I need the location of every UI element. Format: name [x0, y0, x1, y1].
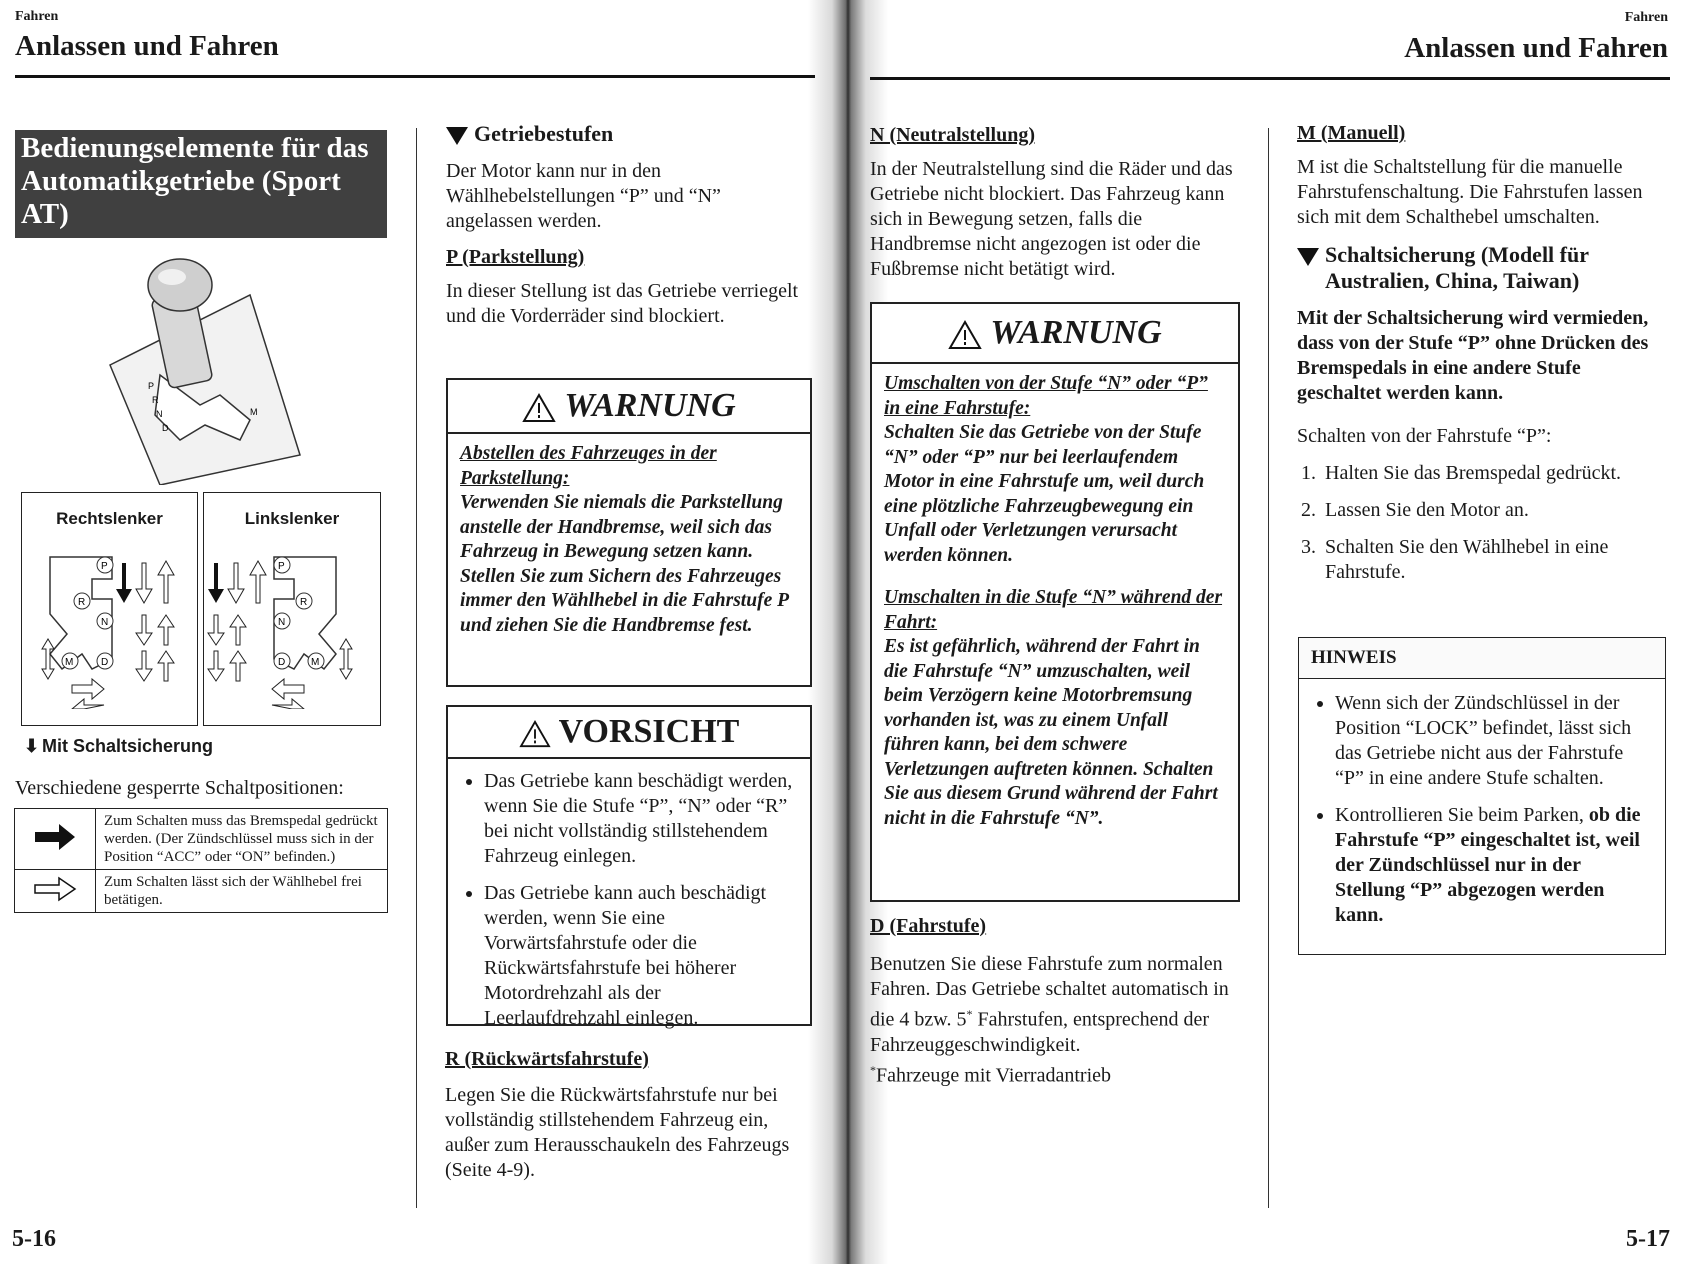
- outline-arrow-icon: [15, 870, 96, 913]
- schaltsicherung-bold-text: Mit der Schaltsicherung wird vermieden, dass von der Stufe “P” ohne Drücken des Bremspedals in eine andere Stufe geschaltet werden kann.: [1297, 307, 1649, 404]
- d-text-part2: Fahrstufen, entsprechend der Fahrzeuggeschwindigkeit.: [870, 1008, 1210, 1056]
- d-fahrstufe-title: D (Fahrstufe): [870, 915, 987, 937]
- right-page-title: Anlassen und Fahren: [1404, 32, 1668, 64]
- rechtslenker-panel: [21, 492, 198, 726]
- triangle-bullet-icon: [446, 127, 468, 145]
- left-page-number: 5-16: [12, 1226, 56, 1252]
- warning-title: [448, 380, 810, 434]
- p-parkstellung-title: P (Parkstellung): [446, 246, 585, 268]
- warning-subtitle-2: Umschalten in die Stufe “N” während der Fahrt:: [884, 587, 1223, 633]
- n-neutral-text: In der Neutralstellung sind die Räder und das Getriebe nicht blockiert. Das Fahrzeug kann sich in Bewegung setzen, falls die Handbremse nicht angezogen ist oder die Fußbremse nicht betätigt wird.: [870, 158, 1233, 280]
- footnote-text: Fahrzeuge mit Vierradantrieb: [876, 1064, 1111, 1087]
- caution-title: [448, 707, 810, 759]
- svg-text:N: N: [156, 409, 163, 419]
- list-item: 2. Lassen Sie den Motor an.: [1321, 498, 1669, 523]
- svg-text:D: D: [278, 657, 286, 668]
- n-neutral-title: N (Neutralstellung): [870, 124, 1035, 146]
- note-box: [1298, 637, 1666, 955]
- triangle-bullet-icon: [1297, 248, 1319, 266]
- warning-subtitle-1: Umschalten von der Stufe “N” oder “P” in eine Fahrstufe:: [884, 373, 1208, 419]
- footnote: [870, 1058, 1240, 1089]
- right-section-label: Fahren: [1624, 10, 1668, 25]
- right-header-rule: [870, 77, 1670, 80]
- steps-intro: Schalten von der Fahrstufe “P”:: [1297, 425, 1552, 447]
- diagram-legend-text: Mit Schaltsicherung: [42, 736, 214, 756]
- left-section-label: Fahren: [15, 9, 59, 24]
- left-header-rule: [15, 75, 815, 78]
- rechtslenker-gate-diagram: [22, 529, 196, 709]
- warning-triangle-icon: [522, 393, 556, 423]
- r-rueckwaerts-title: R (Rückwärtsfahrstufe): [445, 1048, 649, 1070]
- d-footnote-marker: *: [966, 1007, 973, 1021]
- note-title: HINWEIS: [1299, 638, 1665, 679]
- p-parkstellung-text: In dieser Stellung ist das Getriebe verriegelt und die Vorderräder sind blockiert.: [446, 280, 799, 327]
- warning-title-text: WARNUNG: [564, 387, 736, 424]
- linkslenker-panel: [203, 492, 381, 726]
- left-page-title: Anlassen und Fahren: [15, 30, 279, 62]
- diagram-legend: [24, 736, 213, 757]
- left-column-divider: [416, 128, 417, 1208]
- locked-table-text: Zum Schalten muss das Bremspedal gedrückt werden. (Der Zündschlüssel muss sich in der Position “ACC” oder “ON” befinden.): [96, 809, 388, 870]
- table-row: [15, 809, 388, 870]
- d-fahrstufe-text: [870, 952, 1240, 1058]
- free-table-text: Zum Schalten lässt sich der Wählhebel frei betätigen.: [96, 870, 388, 913]
- r-rueckwaerts-text: Legen Sie die Rückwärtsfahrstufe nur bei vollständig stillstehendem Fahrzeug ein, außer zum Herausschaukeln des Fahrzeugs (Seite 4-9).: [445, 1084, 790, 1181]
- locked-positions-intro: Verschiedene gesperrte Schaltpositionen:: [15, 777, 344, 799]
- m-manuell-text: M ist die Schaltstellung für die manuelle Fahrstufenschaltung. Die Fahrstufen lassen sich mit dem Schalthebel umschalten.: [1297, 156, 1643, 228]
- list-item: • Das Getriebe kann beschädigt werden, wenn Sie die Stufe “P”, “N” oder “R” bei nicht vollständig stillstehendem Fahrzeug einlegen.: [484, 769, 800, 869]
- list-item: [1335, 803, 1655, 928]
- getriebestufen-heading: [446, 121, 806, 147]
- right-page-number: 5-17: [1626, 1226, 1670, 1252]
- warning-box-shifting: [870, 302, 1240, 902]
- rechtslenker-label: Rechtslenker: [56, 509, 163, 528]
- svg-text:R: R: [152, 395, 159, 405]
- warning-text-1: Schalten Sie das Getriebe von der Stufe “N” oder “P” nur bei leerlaufendem Motor in eine Fahrstufe um, weil durch eine plötzliche Fahrzeugbewegung ein Unfall oder Verletzungen verursacht werden können.: [884, 422, 1205, 566]
- warning-text: Verwenden Sie niemals die Parkstellung anstelle der Handbremse, weil sich das Fahrzeug in Bewegung setzen kann. Stellen Sie zum Sichern des Fahrzeuges immer den Wählhebel in die Fahrstufe P und ziehen Sie die Handbremse fest.: [460, 492, 789, 636]
- schaltsicherung-heading-text: Schaltsicherung (Modell für Australien, China, Taiwan): [1325, 242, 1589, 293]
- list-item: 3. Schalten Sie den Wählhebel in eine Fahrstufe.: [1321, 535, 1669, 585]
- linkslenker-gate-diagram: [204, 529, 379, 709]
- right-column-divider: [1268, 128, 1269, 1208]
- svg-text:M: M: [311, 657, 320, 668]
- chapter-title-box: Bedienungselemente für das Automatikgetriebe (Sport AT): [15, 130, 387, 238]
- svg-text:N: N: [101, 617, 109, 628]
- warning-title-text: WARNUNG: [990, 314, 1162, 351]
- caution-title-text: VORSICHT: [558, 713, 740, 750]
- steps-list: [1297, 461, 1669, 585]
- note-item2-bold: ob die Fahrstufe “P” eingeschaltet ist, weil der Zündschlüssel nur in der Stellung “P” abgezogen werden kann.: [1335, 804, 1641, 926]
- filled-arrow-icon: [15, 809, 96, 870]
- list-item: 1. Halten Sie das Bremspedal gedrückt.: [1321, 461, 1669, 486]
- svg-text:N: N: [278, 617, 286, 628]
- svg-text:M: M: [250, 407, 258, 417]
- getriebestufen-heading-text: Getriebestufen: [474, 121, 614, 146]
- warning-box-parking: [446, 378, 812, 687]
- svg-text:D: D: [101, 657, 109, 668]
- m-manuell-title: M (Manuell): [1297, 122, 1406, 144]
- table-row: [15, 870, 388, 913]
- locked-positions-table: [14, 808, 388, 913]
- svg-text:M: M: [65, 657, 74, 668]
- warning-subtitle: Abstellen des Fahrzeuges in der Parkstellung:: [460, 443, 717, 489]
- list-item: • Das Getriebe kann auch beschädigt werden, wenn Sie eine Vorwärtsfahrstufe oder die Rückwärtsfahrstufe bei höherer Motordrehzahl als der Leerlaufdrehzahl einlegen.: [484, 881, 800, 1031]
- d-text-part1: Benutzen Sie diese Fahrstufe zum normalen Fahren. Das Getriebe schaltet automatisch in die 4 bzw. 5: [870, 953, 1229, 1031]
- caution-triangle-icon: [519, 720, 551, 748]
- getriebestufen-intro: Der Motor kann nur in den Wählhebelstellungen “P” und “N” angelassen werden.: [446, 160, 721, 232]
- svg-text:P: P: [148, 381, 155, 391]
- warning-title: [872, 304, 1238, 364]
- list-item: • Wenn sich der Zündschlüssel in der Position “LOCK” befindet, lässt sich das Getriebe nicht aus der Fahrstufe “P” in eine andere Stufe schalten.: [1335, 691, 1655, 791]
- shift-lever-illustration: [100, 255, 310, 485]
- linkslenker-label: Linkslenker: [244, 509, 340, 528]
- svg-text:P: P: [278, 561, 285, 572]
- note-item2-plain: Kontrollieren Sie beim Parken,: [1335, 804, 1589, 826]
- warning-triangle-icon: [948, 320, 982, 350]
- svg-text:P: P: [101, 561, 108, 572]
- footnote-marker: *: [870, 1062, 876, 1077]
- filled-arrow-down-icon: ⬇: [24, 736, 40, 756]
- warning-text-2: Es ist gefährlich, während der Fahrt in die Fahrstufe “N” umzuschalten, weil beim Verzögern keine Motorbremsung vorhanden ist, was zu einem Unfall führen kann, bei dem schwere Verletzungen auftreten können. Schalten Sie aus diesem Grund während der Fahrt nicht in die Fahrstufe “N”.: [884, 636, 1218, 829]
- schaltsicherung-heading: [1297, 242, 1669, 294]
- svg-text:D: D: [162, 423, 169, 433]
- svg-text:R: R: [300, 597, 308, 608]
- caution-box: [446, 705, 812, 1029]
- svg-text:R: R: [78, 597, 86, 608]
